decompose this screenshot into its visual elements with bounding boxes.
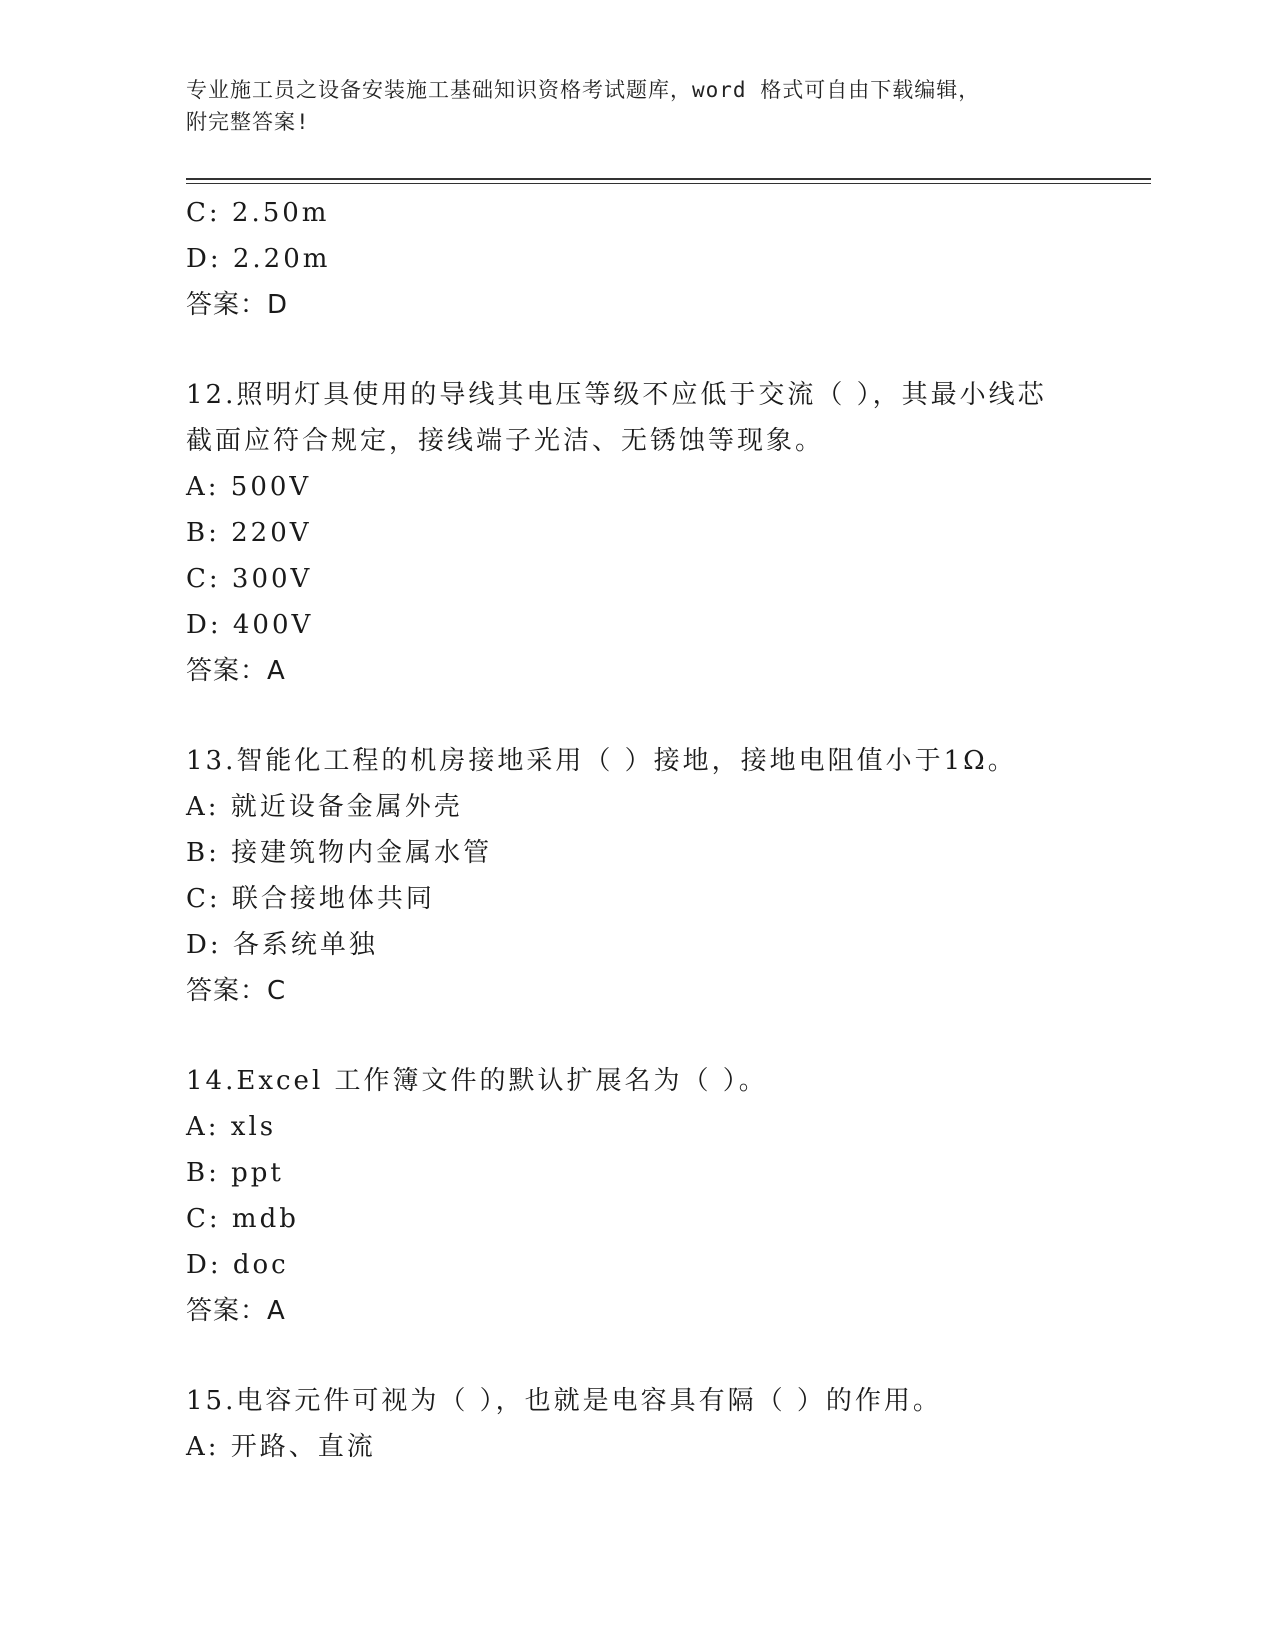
header-line-1: 专业施工员之设备安装施工基础知识资格考试题库，word 格式可自由下载编辑， — [186, 78, 981, 102]
question-text-line-1: 14.Excel 工作簿文件的默认扩展名为（ ）。 — [186, 1066, 768, 1096]
question-text — [186, 1058, 1086, 1104]
document-header — [186, 74, 1086, 138]
option-d: D: doc — [186, 1250, 289, 1280]
answer-label: 答案：A — [186, 1296, 286, 1326]
option-a: A: xls — [186, 1112, 277, 1142]
option-c: C: mdb — [186, 1204, 299, 1234]
answer-label: 答案：A — [186, 656, 286, 686]
question-text-line-1: 12.照明灯具使用的导线其电压等级不应低于交流（ ），其最小线芯 — [186, 380, 1047, 410]
option-a: A: 就近设备金属外壳 — [186, 792, 463, 822]
question-text-line-2: 截面应符合规定，接线端子光洁、无锈蚀等现象。 — [186, 426, 825, 456]
question-text — [186, 1378, 1086, 1424]
option-d: D: 2.20m — [186, 244, 331, 274]
question-15 — [186, 1378, 1086, 1470]
answer-label: 答案：C — [186, 976, 287, 1006]
option-d: D: 400V — [186, 610, 314, 640]
option-b: B: 接建筑物内金属水管 — [186, 838, 493, 868]
question-text-line-1: 15.电容元件可视为（ ），也就是电容具有隔（ ）的作用。 — [186, 1386, 942, 1416]
option-b: B: 220V — [186, 518, 312, 548]
question-13 — [186, 738, 1086, 1014]
question-14 — [186, 1058, 1086, 1334]
question-text-line-1: 13.智能化工程的机房接地采用（ ）接地，接地电阻值小于1Ω。 — [186, 746, 1017, 776]
question-12 — [186, 372, 1086, 694]
question-list — [186, 190, 1086, 1470]
header-line-2: 附完整答案! — [186, 110, 310, 134]
previous-question-tail — [186, 190, 1086, 328]
answer-label: 答案：D — [186, 290, 289, 320]
question-text — [186, 372, 1086, 464]
option-a: A: 开路、直流 — [186, 1432, 376, 1462]
option-d: D: 各系统单独 — [186, 930, 378, 960]
option-b: B: ppt — [186, 1158, 284, 1188]
option-c: C: 联合接地体共同 — [186, 884, 435, 914]
option-c: C: 2.50m — [186, 198, 330, 228]
question-text — [186, 738, 1086, 784]
header-divider-thin — [186, 183, 1151, 184]
header-divider-thick — [186, 178, 1151, 180]
option-a: A: 500V — [186, 472, 312, 502]
option-c: C: 300V — [186, 564, 313, 594]
